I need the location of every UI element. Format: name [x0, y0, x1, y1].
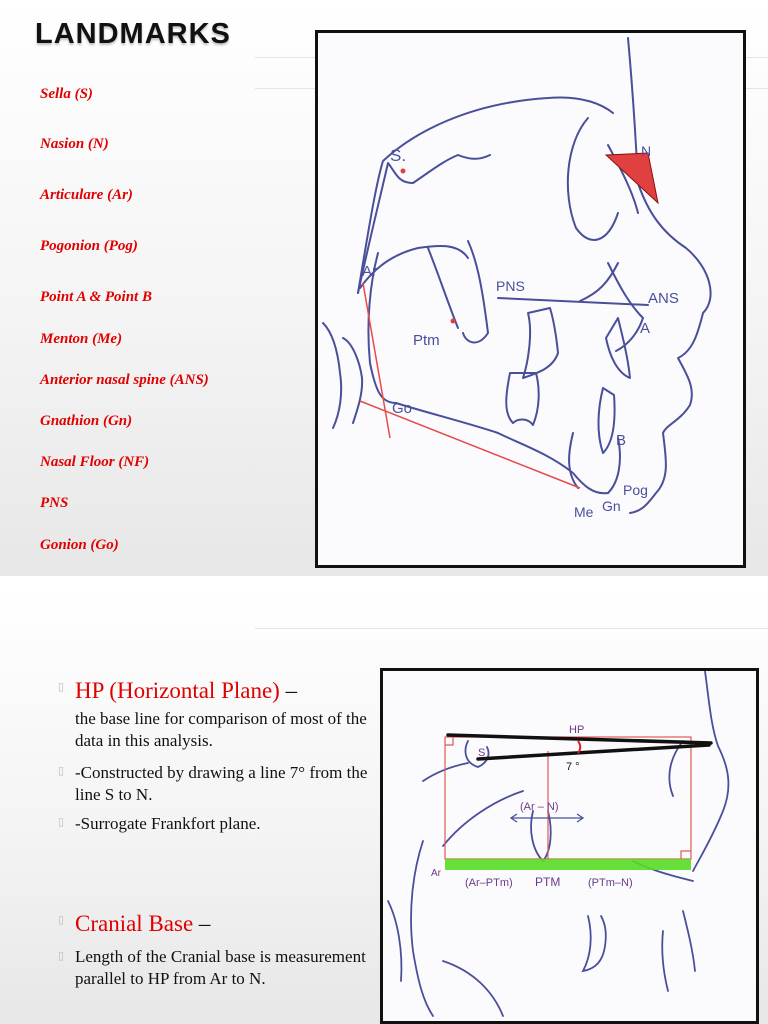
label-angle: 7 ° — [566, 761, 580, 773]
landmark-item: Sella (S) — [40, 86, 93, 102]
hp-definition: the base line for comparison of most of the data in this analysis. — [75, 709, 367, 750]
label-ar-ptm: (Ar–PTm) — [465, 877, 513, 889]
bullet-marker: ▯ — [58, 913, 65, 926]
angle-arc — [578, 741, 580, 753]
landmark-item: Articulare (Ar) — [40, 187, 133, 203]
landmark-item: Nasion (N) — [40, 136, 109, 152]
lower-incisor — [662, 931, 668, 991]
bullet-marker: ▯ — [58, 680, 65, 693]
orbit-outline — [568, 118, 618, 240]
mandible — [443, 961, 503, 1016]
hp-term: HP (Horizontal Plane) — [75, 678, 280, 703]
coronoid — [428, 248, 458, 328]
cranial-base-highlight — [445, 859, 691, 870]
label-pog: Pog — [623, 482, 648, 498]
label-s: S. — [390, 146, 407, 165]
cranial-term: Cranial Base — [75, 911, 194, 936]
incisor-tooth — [683, 911, 695, 971]
maxilla-outline — [608, 263, 643, 351]
ramus — [411, 841, 433, 1016]
horizontal-plane-slide — [0, 586, 768, 1024]
landmark-item: Nasal Floor (NF) — [40, 454, 150, 470]
label-pns: PNS — [496, 278, 525, 294]
hp-heading — [75, 678, 297, 704]
landmark-item: Point A & Point B — [40, 289, 152, 305]
label-s: S — [478, 747, 486, 759]
label-n: N — [641, 143, 652, 159]
label-gn: Gn — [602, 498, 621, 514]
landmark-item: Gnathion (Gn) — [40, 413, 133, 429]
hp-dash: – — [279, 678, 298, 703]
label-hp: HP — [569, 724, 585, 736]
orbit-floor — [580, 263, 618, 301]
incisor-upper — [606, 318, 630, 378]
hp-surrogate: -Surrogate Frankfort plane. — [75, 814, 261, 833]
right-angle-marker-2 — [445, 737, 453, 745]
palatal-plane-line — [498, 298, 648, 305]
label-b: B — [616, 432, 627, 449]
upper-molar — [523, 308, 558, 378]
label-ar-n: (Ar – N) — [520, 801, 559, 813]
cranium-outline — [358, 97, 613, 293]
decorative-line — [255, 628, 768, 629]
label-a: A — [640, 320, 651, 337]
symphysis — [569, 433, 578, 488]
cranial-dash: – — [193, 911, 211, 936]
landmark-item: Gonion (Go) — [40, 537, 119, 553]
landmark-item: Menton (Me) — [40, 331, 123, 347]
slide-gap — [0, 576, 768, 586]
ptm-point — [451, 319, 456, 324]
bullet-marker: ▯ — [58, 949, 65, 962]
label-ar: Ar — [362, 263, 377, 280]
cervical-outline — [323, 323, 341, 428]
ramus-line — [363, 283, 390, 438]
facial-profile — [628, 38, 711, 513]
landmark-item: Anterior nasal spine (ANS) — [40, 372, 209, 388]
hp-construction: -Constructed by drawing a line 7° from the line S to N. — [75, 763, 368, 804]
horizontal-plane-figure — [380, 668, 759, 1024]
tracing-sketch — [318, 33, 743, 565]
label-me: Me — [574, 504, 594, 520]
landmark-item: PNS — [40, 495, 69, 511]
molar-tooth — [583, 916, 606, 971]
slide-title: LANDMARKS — [35, 18, 231, 50]
label-ptm-n: (PTm–N) — [588, 877, 633, 889]
bullet-marker: ▯ — [58, 815, 65, 828]
sella-point — [401, 169, 406, 174]
label-ans: ANS — [648, 290, 679, 307]
bullet-marker: ▯ — [58, 764, 65, 777]
label-ar: Ar — [431, 868, 441, 879]
label-ptm: Ptm — [413, 332, 440, 349]
cervical-outline-2 — [343, 338, 362, 423]
cranial-definition: Length of the Cranial base is measurement parallel to HP from Ar to N. — [75, 947, 366, 988]
lower-molar — [506, 373, 538, 425]
hp-sketch — [383, 671, 756, 1021]
label-ptm: PTM — [535, 875, 561, 889]
incisor-lower — [598, 388, 614, 453]
landmark-item: Pogonion (Pog) — [40, 238, 138, 254]
sella-turcica — [358, 155, 490, 293]
cephalometric-tracing-figure — [315, 30, 746, 568]
cervical — [388, 901, 401, 981]
right-angle-marker — [681, 851, 691, 859]
orbit-outline — [669, 741, 683, 796]
cranial-heading — [75, 911, 210, 937]
profile-outline — [693, 671, 728, 871]
label-go: Go — [392, 400, 413, 417]
